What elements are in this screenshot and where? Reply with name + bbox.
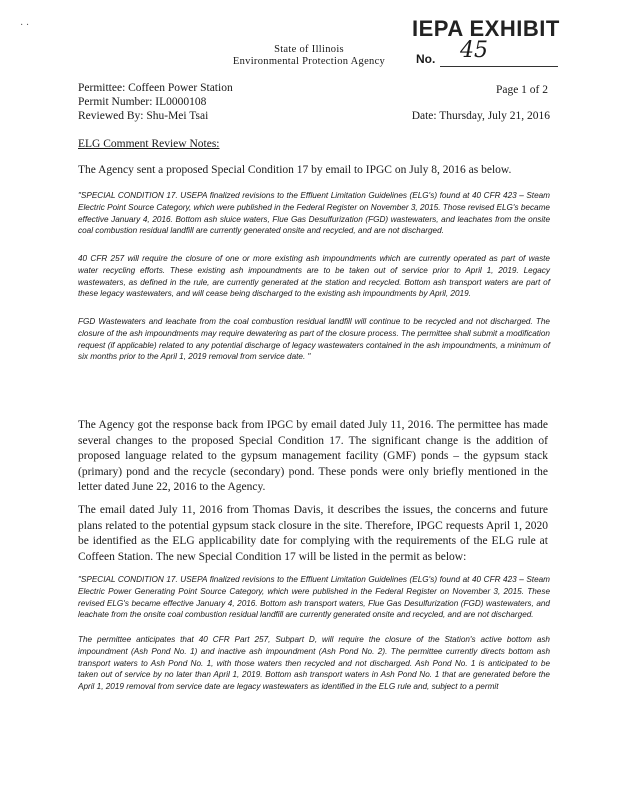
reviewed-by: Reviewed By: Shu-Mei Tsai (78, 110, 209, 122)
exhibit-no-label: No. (416, 52, 436, 66)
exhibit-title: IEPA EXHIBIT (412, 16, 560, 41)
quote2-paragraph2: The permittee anticipates that 40 CFR Part 257, Subpart D, will require the closure of the Station's active bottom ash impoundment (Ash Pond No. 1) and inactive ash impoundment (Ash Pond No. 2). The permittee currently directs bottom ash transport waters to Ash Pond No. 1, with those waters then recycled and not discharged. Ash Pond No. 1 is anticipated to be taken out of service by no later than April 1, 2019. Bottom ash transport waters in Ash Pond No. 1 that are generated before the April 1, 2019 removal from service date are legacy wastewaters as identified in the ELG rule and, subject to a permit (78, 635, 550, 692)
review-date: Date: Thursday, July 21, 2016 (411, 110, 550, 122)
section-title: ELG Comment Review Notes: (78, 138, 220, 150)
quote2-paragraph1: "SPECIAL CONDITION 17. USEPA finalized revisions to the Effluent Limitation Guidelines (ELG's) found at 40 CFR 423 – Steam Electric Power Generating Point Source Category, which were published in the Federal Register on November 3, 2015. These revised ELG's became effective January 4, 2016. Bottom ash transport waters, Flue Gas Desulfurization (FGD) wastewaters, and leachate from the onsite coal combustion residual landfill are currently generated onsite and recycled, and are not discharged. (78, 575, 550, 620)
page-number: Page 1 of 2 (495, 84, 548, 96)
permittee: Permittee: Coffeen Power Station (78, 82, 233, 94)
quote1-paragraph1: "SPECIAL CONDITION 17. USEPA finalized revisions to the Effluent Limitation Guidelines (ELG's) found at 40 CFR 423 – Steam Electric Point Source Category, which were published in the Federal Register on November 3, 2015. Those revised ELG's became effective January 4, 2016. Bottom ash sluice waters, Flue Gas Desulfurization (FGD) wastewaters, and leachates from the onsite coal combustion residual landfill are currently generated onsite and recycled, and are not discharged. (78, 191, 550, 236)
scan-mark: · · (20, 20, 30, 31)
exhibit-stamp (412, 16, 592, 66)
response-paragraph: The Agency got the response back from IPGC by email dated July 11, 2016. The permittee has made several changes to the proposed Special Condition 17. The significant change is the addition of proposed language related to the gypsum management facility (GMF) ponds – the gypsum stack (primary) pond and the recycle (secondary) pond. These ponds were only briefly mentioned in the letter dated June 22, 2016 to the Agency. (78, 419, 548, 493)
permit-number: Permit Number: IL0000108 (78, 96, 207, 108)
quote1-paragraph3: FGD Wastewaters and leachate from the coal combustion residual landfill will continue to be recycled and not discharged. The closure of the ash impoundments may require dewatering as part of the closure process. The permittee shall submit a modification request (if applicable) related to any potential discharge of legacy wastewaters contained in the ash impoundments, a minimum of six months prior to the April 1, 2019 removal from service date. " (78, 317, 550, 362)
header-agency: Environmental Protection Agency (232, 56, 386, 67)
exhibit-number-line (440, 66, 558, 67)
email-paragraph: The email dated July 11, 2016 from Thomas Davis, it describes the issues, the concerns and future plans related to the potential gypsum stack closure in the site. Therefore, IPGC requests April 1, 2020 be identified as the ELG applicability date for complying with the requirements of the ELG rule at Coffeen Station. The new Special Condition 17 will be listed in the permit as below: (78, 504, 548, 563)
quote1-paragraph2: 40 CFR 257 will require the closure of one or more existing ash impoundments which are currently operated as part of waste water recycling efforts. These existing ash impoundments are to be taken out of service prior to April 1, 2019. Legacy wastewaters, as defined in the rule, are currently generated at the station and recycled. Bottom ash transport waters are part of these legacy wastewaters, and will cease being discharged to the existing ash impoundments by April, 2019. (78, 254, 550, 299)
exhibit-number: 45 (460, 38, 488, 63)
header-state: State of Illinois (274, 44, 344, 55)
intro-paragraph: The Agency sent a proposed Special Condition 17 by email to IPGC on July 8, 2016 as below. (78, 164, 512, 176)
